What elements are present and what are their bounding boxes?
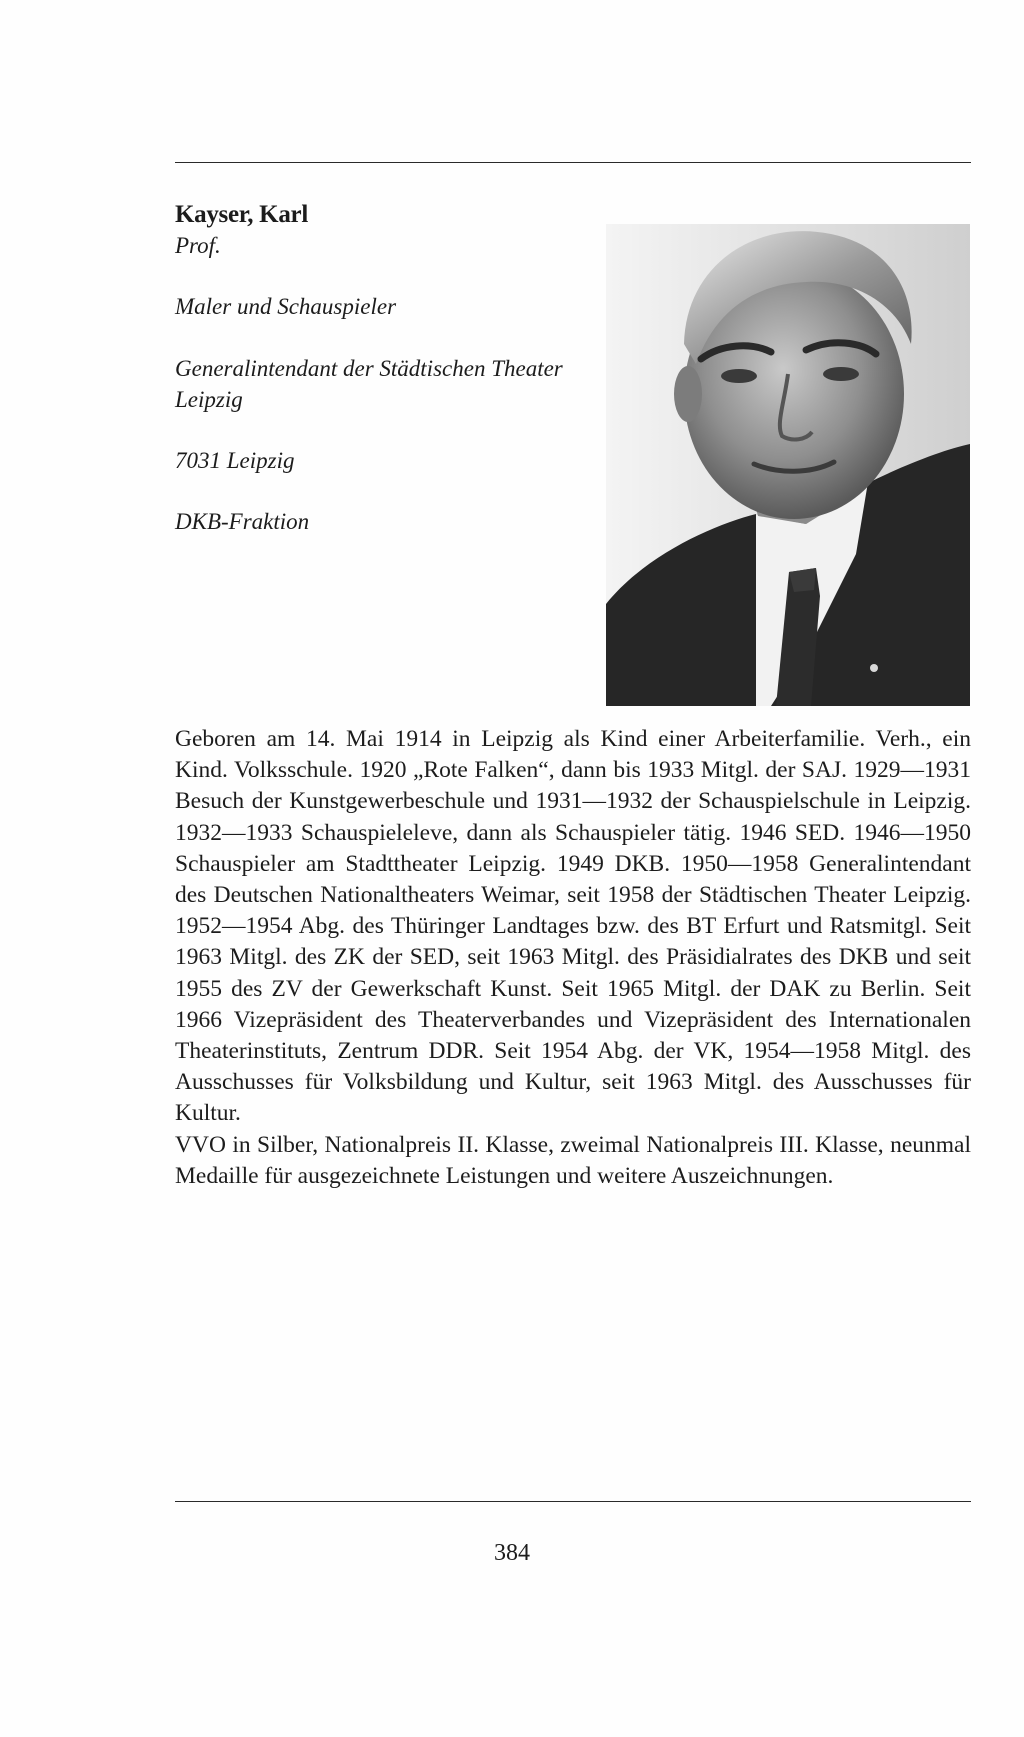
bottom-rule (175, 1501, 971, 1502)
profession: Maler und Schauspieler (175, 294, 397, 319)
portrait-photo (606, 224, 970, 706)
biography-paragraph: Geboren am 14. Mai 1914 in Leipzig als Kind einer Arbeiterfamilie. Verh., ein Kind. Volksschule. 1920 „Rote Falken“, dann bis 1933 Mitgl. der SAJ. 1929—1931 Besuch der Kunstgewerbeschule und 1931—1932 der Schauspielschule in Leipzig. 1932—1933 Schauspieleleve, dann als Schauspieler tätig. 1946 SED. 1946—1950 Schauspieler am Stadttheater Leipzig. 1949 DKB. 1950—1958 Generalintendant des Deutschen Nationaltheaters Weimar, seit 1958 der Städtischen Theater Leipzig. 1952—1954 Abg. des Thüringer Landtages bzw. des BT Erfurt und Ratsmitgl. Seit 1963 Mitgl. des ZK der SED, seit 1963 Mitgl. des Präsidialrates des DKB und seit 1955 des ZV der Gewerkschaft Kunst. Seit 1965 Mitgl. der DAK zu Berlin. Seit 1966 Vizepräsident des Theaterverbandes und Vizepräsident des Internationalen Theaterinstituts, Zentrum DDR. Seit 1954 Abg. der VK, 1954—1958 Mitgl. des Ausschusses für Volksbildung und Kultur, seit 1963 Mitgl. des Ausschusses für Kultur. (175, 726, 971, 1127)
top-rule (175, 162, 971, 163)
biography-text (175, 724, 971, 1192)
person-name: Kayser, Karl (175, 201, 308, 228)
academic-title: Prof. (175, 233, 221, 258)
portrait-icon (606, 224, 970, 706)
awards-paragraph: VVO in Silber, Nationalpreis II. Klasse, zweimal Nationalpreis III. Klasse, neunmal Medaille für ausgezeichnete Leistungen und weitere Auszeichnungen. (175, 1131, 971, 1189)
page-number: 384 (494, 1540, 530, 1566)
position: Generalintendant der Städtischen Theater Leipzig (175, 356, 563, 412)
entry-header (175, 200, 595, 537)
parliamentary-fraction: DKB-Fraktion (175, 509, 310, 534)
city: 7031 Leipzig (175, 448, 295, 473)
